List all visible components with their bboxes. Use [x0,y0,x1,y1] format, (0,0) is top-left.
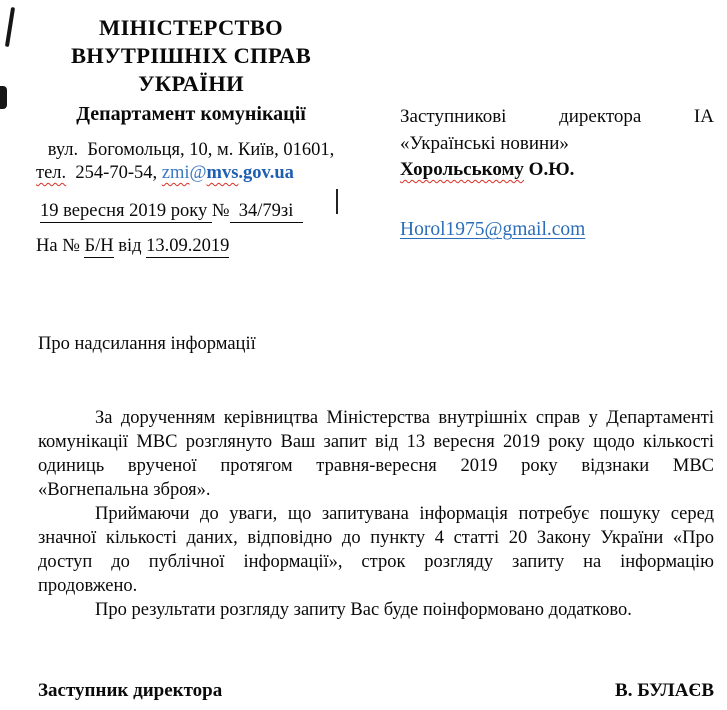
body-line: Про результати розгляду запиту Вас буде поінформовано додатково. [95,600,632,620]
signature-row [38,680,714,702]
addressee-surname: Хорольському [400,159,524,180]
mvs-email-domain[interactable]: mvs [206,163,239,183]
letterhead-block [20,14,362,258]
letter-body [38,406,714,622]
incoming-ref-line [36,235,362,258]
ministry-name-line: ВНУТРІШНІХ СПРАВ [70,43,312,68]
addressee-block [400,104,714,184]
incoming-mid: від [113,236,147,256]
body-line: доступ до публічної інформації», строк розгляду запиту на інформацію [38,552,714,572]
mvs-email-at[interactable]: @ [189,163,207,183]
mvs-email-domain-tld[interactable]: .gov.ua [238,163,294,183]
addressee-line-1 [400,104,714,131]
signature-role: Заступник директора [38,680,223,701]
body-line: «Вогнепальна зброя». [38,480,211,500]
body-line: продовжено. [38,576,138,596]
outgoing-date: 19 вересня 2019 року [40,201,212,221]
incoming-prefix: На № [36,236,85,256]
addressee-word: ІА [693,106,714,127]
body-line: Приймаючи до уваги, що запитувана інформація потребує пошуку серед [95,504,714,524]
mvs-email-user[interactable]: zmi [161,163,190,183]
body-line: одиниць врученої протягом травня-вересня 2019 року відзнаки МВС [38,456,714,476]
phone-label: тел. [36,163,67,183]
addressee-line-2: «Українські новини» [400,132,569,154]
ministry-name-line: УКРАЇНИ [138,71,244,96]
addressee-initials: О.Ю. [523,159,575,180]
phone-email-line [36,162,362,185]
addressee-name [400,157,714,184]
body-paragraph-2 [38,502,714,598]
body-line: комунікації МВС розглянуто Ваш запит від 13 вересня 2019 року щодо кількості [38,432,714,452]
body-line: значної кількості даних, відповідно до пункту 4 статті 20 Закону України «Про [38,528,714,548]
incoming-date: 13.09.2019 [146,236,230,256]
signature-name: В. БУЛАЄВ [615,680,714,701]
body-line: За дорученням керівництва Міністерства внутрішніх справ у Департаменті [95,408,714,428]
incoming-number: Б/Н [84,236,114,256]
body-paragraph-3 [38,598,714,622]
scan-artifact-mark [0,86,7,109]
addressee-word: Заступникові [400,106,507,127]
recipient-email-link[interactable]: Horol1975@gmail.com [400,219,586,240]
text-cursor [336,189,338,214]
subject-line: Про надсилання інформації [38,334,256,354]
department-name: Департамент комунікації [76,103,306,125]
body-paragraph-1 [38,406,714,502]
outgoing-ref-line [40,200,362,223]
ministry-name-line: МІНІСТЕРСТВО [99,15,283,40]
mvs-email-link[interactable] [162,163,294,183]
phone-number: 254-70-54, [66,163,162,183]
number-sign: № [211,201,230,221]
scan-artifact-mark [5,7,15,47]
street-address: вул. Богомольця, 10, м. Київ, 01601, [47,140,335,160]
outgoing-number: 34/79зі [229,201,303,221]
addressee-word: директора [559,106,642,127]
